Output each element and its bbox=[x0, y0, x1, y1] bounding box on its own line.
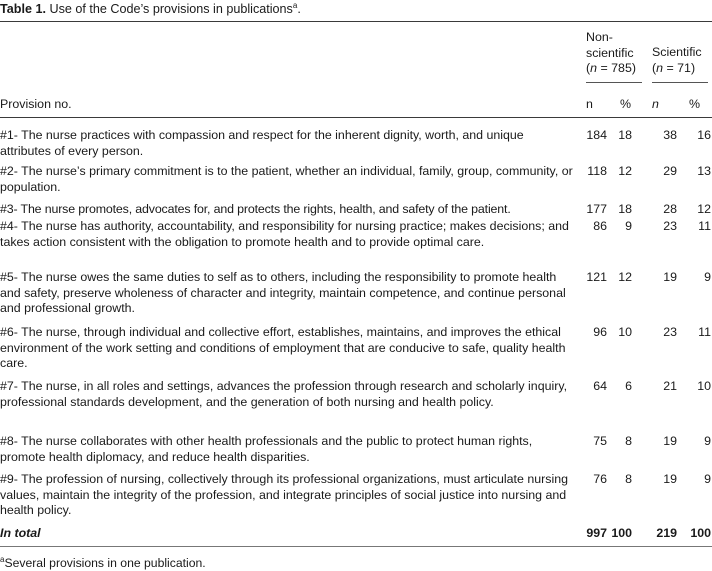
caption-footnote-marker: a bbox=[292, 0, 298, 10]
provision-text: #7- The nurse, in all roles and settings, advances the profession through research and scholarly inquiry, professional standards development, and the generation of both nursing and health policy. bbox=[0, 379, 568, 409]
scientific-n: 38 bbox=[663, 128, 677, 142]
scientific-pct: 9 bbox=[704, 270, 711, 284]
header-provision-no: Provision no. bbox=[0, 97, 72, 111]
total-label: In total bbox=[0, 526, 41, 540]
header-nonscientific bbox=[586, 30, 636, 77]
total-scientific-pct: 100 bbox=[690, 526, 711, 540]
nonscientific-pct: 18 bbox=[618, 202, 632, 216]
nonscientific-n: 184 bbox=[586, 128, 607, 142]
provision-text: #3- The nurse promotes, advocates for, and protects the rights, health, and safety of the patient. bbox=[0, 202, 511, 216]
header-col-n: n bbox=[586, 97, 593, 111]
bottom-rule bbox=[0, 546, 712, 547]
header-nonscientific-line1: Non- bbox=[586, 30, 613, 44]
nonscientific-n: 86 bbox=[593, 219, 607, 233]
provision-text: #6- The nurse, through individual and collective effort, establishes, maintains, and improves the ethical environment of the work setting and conditions of employment that are conducive to safe, quality health care. bbox=[0, 325, 566, 370]
footnote-text: Several provisions in one publication. bbox=[4, 556, 206, 570]
provision-text: #2- The nurse’s primary commitment is to the patient, whether an individual, family, group, community, or population. bbox=[0, 164, 573, 194]
header-col-n-scientific: n bbox=[652, 97, 659, 111]
table-row bbox=[0, 434, 712, 465]
nonscientific-n: 64 bbox=[593, 379, 607, 393]
table-row bbox=[0, 270, 712, 317]
scientific-pct: 16 bbox=[697, 128, 711, 142]
header-rule bbox=[0, 117, 712, 118]
total-row bbox=[0, 526, 712, 542]
table-caption bbox=[0, 2, 301, 16]
caption-end: . bbox=[297, 2, 301, 16]
scientific-n: 29 bbox=[663, 164, 677, 178]
nonscientific-pct: 9 bbox=[625, 219, 632, 233]
table-row bbox=[0, 325, 712, 372]
table-row bbox=[0, 379, 712, 426]
scientific-n: 23 bbox=[663, 325, 677, 339]
table-row bbox=[0, 219, 712, 266]
nonscientific-pct: 12 bbox=[618, 164, 632, 178]
nonscientific-pct: 10 bbox=[618, 325, 632, 339]
table-footnote bbox=[0, 556, 206, 570]
nonscientific-n: 96 bbox=[593, 325, 607, 339]
nonscientific-pct: 8 bbox=[625, 472, 632, 486]
scientific-n: 28 bbox=[663, 202, 677, 216]
caption-text: Use of the Code’s provisions in publications bbox=[49, 2, 293, 16]
total-nonscientific-n: 997 bbox=[586, 526, 607, 540]
nonscientific-span-rule bbox=[586, 82, 642, 83]
nonscientific-n: 177 bbox=[586, 202, 607, 216]
scientific-n: 19 bbox=[663, 434, 677, 448]
scientific-n: 19 bbox=[663, 270, 677, 284]
nonscientific-pct: 12 bbox=[618, 270, 632, 284]
nonscientific-pct: 8 bbox=[625, 434, 632, 448]
nonscientific-pct: 18 bbox=[618, 128, 632, 142]
scientific-pct: 11 bbox=[698, 219, 711, 233]
caption-label: Table 1. bbox=[0, 2, 46, 16]
total-nonscientific-pct: 100 bbox=[611, 526, 632, 540]
table-row bbox=[0, 472, 712, 519]
scientific-n: 21 bbox=[663, 379, 677, 393]
provision-text: #8- The nurse collaborates with other health professionals and the public to protect human rights, promote health diplomacy, and reduce health disparities. bbox=[0, 434, 533, 464]
table-row bbox=[0, 164, 712, 195]
header-nonscientific-n: (n = 785) bbox=[586, 61, 636, 75]
provision-text: #5- The nurse owes the same duties to self as to others, including the responsibility to promote health and safety, preserve wholeness of character and integrity, maintain competence, and continue personal and professional growth. bbox=[0, 270, 566, 315]
scientific-pct: 12 bbox=[697, 202, 711, 216]
nonscientific-n: 75 bbox=[593, 434, 607, 448]
nonscientific-n: 118 bbox=[587, 164, 607, 178]
nonscientific-pct: 6 bbox=[625, 379, 632, 393]
scientific-n: 19 bbox=[663, 472, 677, 486]
table-row bbox=[0, 128, 712, 159]
provision-text: #1- The nurse practices with compassion and respect for the inherent dignity, worth, and unique attributes of every person. bbox=[0, 128, 524, 158]
provision-text: #9- The profession of nursing, collectively through its professional organizations, must articulate nursing values, maintain the integrity of the profession, and integrate principles of social justice into nursing and health policy. bbox=[0, 472, 568, 517]
header-scientific bbox=[652, 45, 702, 76]
scientific-n: 23 bbox=[663, 219, 677, 233]
scientific-pct: 11 bbox=[698, 325, 711, 339]
scientific-pct: 10 bbox=[697, 379, 711, 393]
provision-text: #4- The nurse has authority, accountability, and responsibility for nursing practice; makes decisions; and takes action consistent with the obligation to promote health and to provide optimal care. bbox=[0, 219, 569, 249]
header-col-pct: % bbox=[620, 97, 632, 111]
total-scientific-n: 219 bbox=[656, 526, 677, 540]
top-rule bbox=[0, 21, 712, 22]
header-col-pct-scientific: % bbox=[689, 97, 701, 111]
header-nonscientific-line2: scientific bbox=[586, 45, 634, 60]
scientific-pct: 13 bbox=[697, 164, 711, 178]
scientific-pct: 9 bbox=[704, 472, 711, 486]
footnote-marker: a bbox=[0, 554, 5, 564]
header-scientific-line1: Scientific bbox=[652, 45, 702, 59]
scientific-span-rule bbox=[652, 82, 708, 83]
scientific-pct: 9 bbox=[704, 434, 711, 448]
table-row bbox=[0, 202, 712, 218]
nonscientific-n: 76 bbox=[593, 472, 607, 486]
nonscientific-n: 121 bbox=[586, 270, 607, 284]
header-scientific-n: (n = 71) bbox=[652, 60, 696, 75]
